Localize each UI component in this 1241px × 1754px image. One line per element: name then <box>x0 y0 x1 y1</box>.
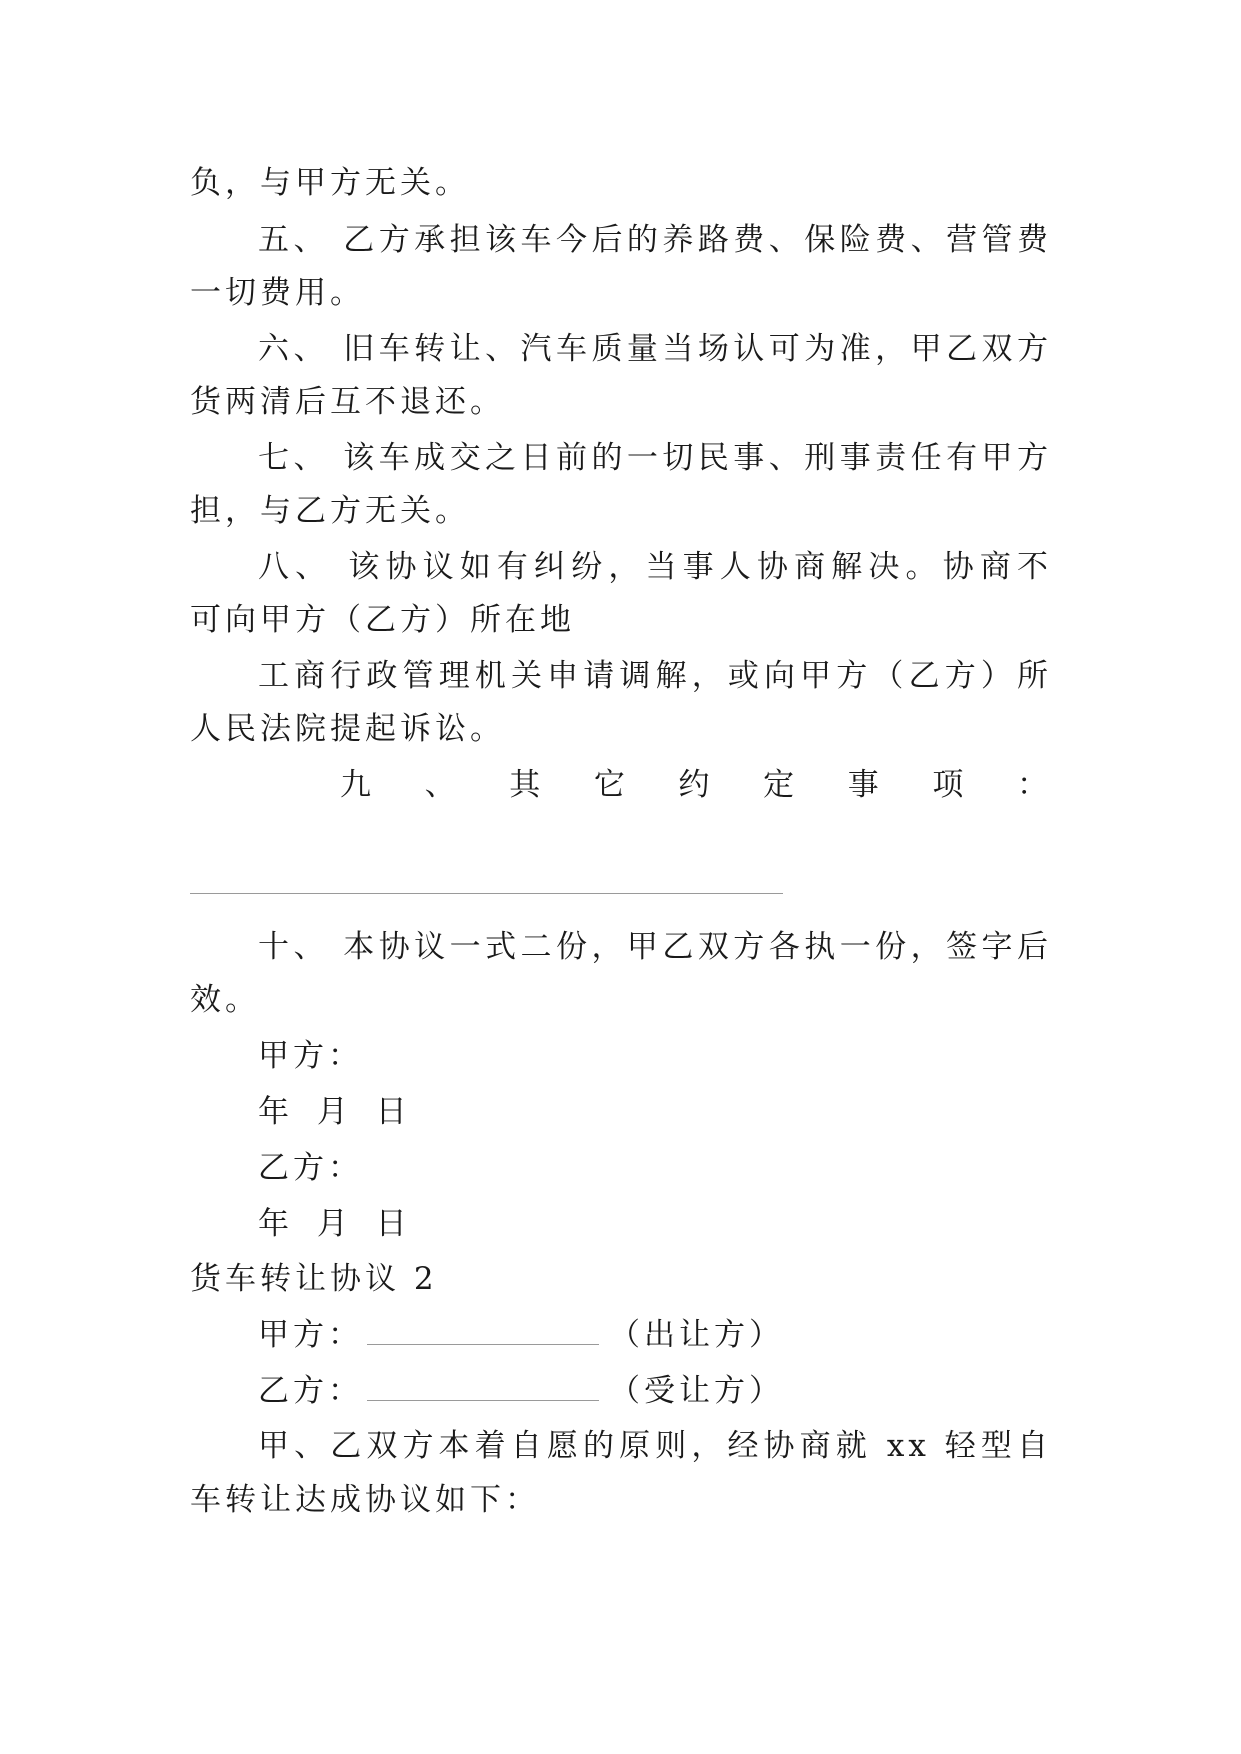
clause-8: 八、 该协议如有纠纷，当事人协商解决。协商不 <box>258 549 1052 585</box>
party-b-label: 乙方： <box>258 1373 363 1409</box>
clause-9: 九 、 其 它 约 定 事 项 ： <box>340 767 1052 803</box>
clause-7: 七、 该车成交之日前的一切民事、刑事责任有甲方 <box>258 440 1052 476</box>
party-b-line <box>258 1371 1052 1411</box>
paragraph-line: 人民法院提起诉讼。 <box>190 711 505 747</box>
clause-5: 五、 乙方承担该车今后的养路费、保险费、营管费 <box>258 222 1052 258</box>
section-title: 货车转让协议 2 <box>190 1261 438 1297</box>
signature-party-b: 乙方： <box>258 1150 363 1186</box>
clause-10: 十、 本协议一式二份，甲乙双方各执一份，签字后 <box>258 929 1052 965</box>
clause-6: 六、 旧车转让、汽车质量当场认可为准，甲乙双方 <box>258 331 1052 367</box>
fill-in-line <box>190 893 783 894</box>
paragraph-line: 担，与乙方无关。 <box>190 493 470 529</box>
paragraph-line: 工商行政管理机关申请调解，或向甲方（乙方）所 <box>258 658 1052 694</box>
signature-date-b: 年 月 日 <box>258 1206 411 1242</box>
intro-paragraph: 甲、乙双方本着自愿的原则，经协商就 xx 轻型自 <box>258 1428 1052 1464</box>
paragraph-line: 效。 <box>190 982 260 1018</box>
paragraph-line: 负，与甲方无关。 <box>190 165 470 201</box>
document-page <box>190 0 1052 1754</box>
paragraph-line: 一切费用。 <box>190 275 365 311</box>
party-b-role: （受让方） <box>609 1373 784 1409</box>
paragraph-line: 可向甲方（乙方）所在地 <box>190 602 575 638</box>
paragraph-line: 车转让达成协议如下： <box>190 1482 540 1518</box>
signature-party-a: 甲方： <box>258 1038 363 1074</box>
party-a-blank <box>367 1316 599 1345</box>
signature-date-a: 年 月 日 <box>258 1094 411 1130</box>
party-b-blank <box>367 1372 599 1401</box>
paragraph-line: 货两清后互不退还。 <box>190 384 505 420</box>
party-a-role: （出让方） <box>609 1317 784 1353</box>
party-a-line <box>258 1315 1052 1355</box>
party-a-label: 甲方： <box>258 1317 363 1353</box>
